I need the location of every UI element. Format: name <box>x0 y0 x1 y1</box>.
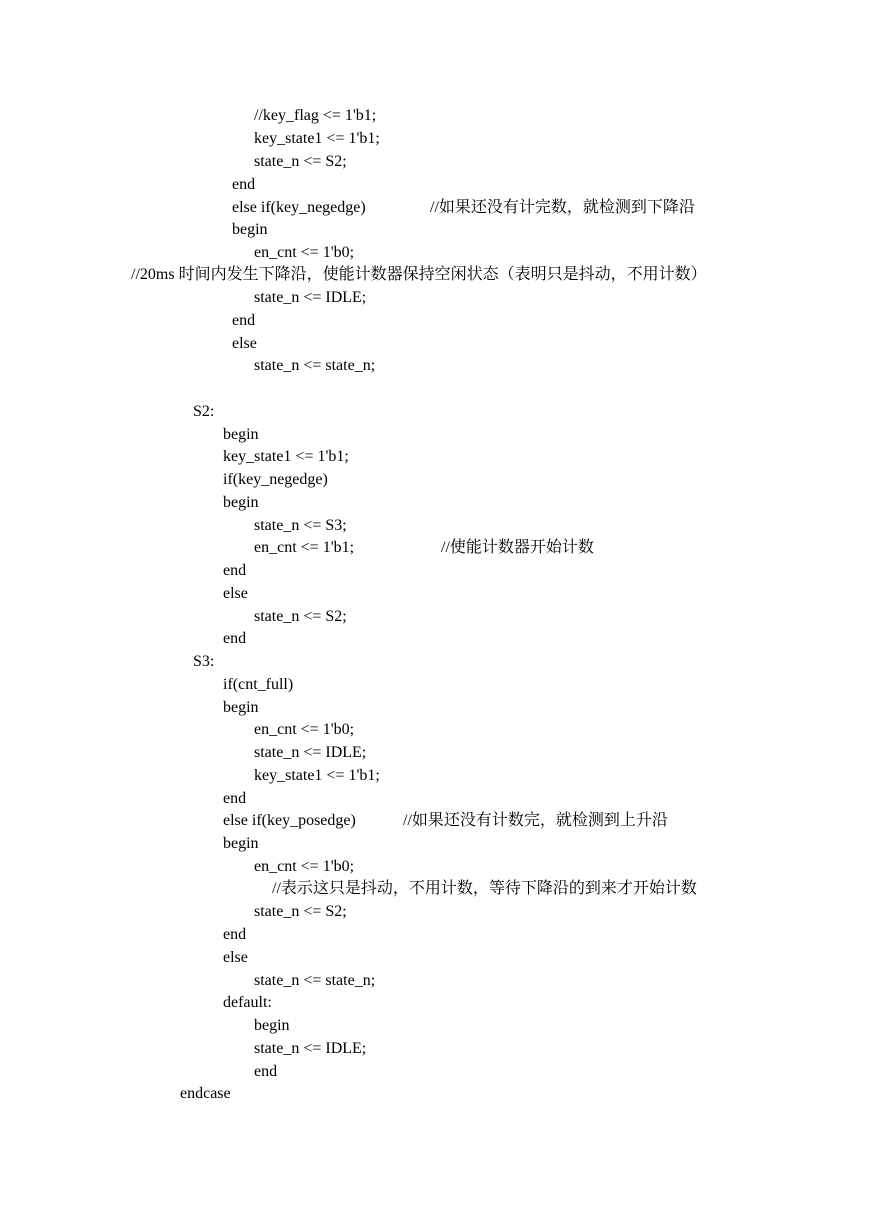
code-line: state_n <= IDLE; <box>254 1040 367 1057</box>
code-line: else if(key_negedge) <box>232 199 366 216</box>
code-line: end <box>223 562 247 579</box>
code-line: else if(key_posedge) <box>223 812 356 829</box>
code-line: end <box>223 790 247 807</box>
code-line: else <box>223 949 248 966</box>
code-line: state_n <= state_n; <box>254 357 376 374</box>
code-comment: //如果还没有计数完，就检测到上升沿 <box>403 812 668 829</box>
code-line: end <box>223 926 247 943</box>
code-line: begin <box>232 221 268 238</box>
code-line: end <box>232 312 256 329</box>
code-line: state_n <= S2; <box>254 903 347 920</box>
code-line: end <box>254 1063 278 1080</box>
code-line: en_cnt <= 1'b0; <box>254 721 355 738</box>
code-line: state_n <= S2; <box>254 608 347 625</box>
code-line: begin <box>254 1017 290 1034</box>
code-line: endcase <box>180 1085 231 1102</box>
code-line: state_n <= state_n; <box>254 972 376 989</box>
code-line: state_n <= S3; <box>254 517 347 534</box>
code-line: key_state1 <= 1'b1; <box>254 130 380 147</box>
code-comment: //使能计数器开始计数 <box>441 539 594 556</box>
code-line: en_cnt <= 1'b0; <box>254 244 355 261</box>
code-line: S3: <box>193 653 215 670</box>
code-line: if(cnt_full) <box>223 676 294 693</box>
code-comment: //表示这只是抖动，不用计数，等待下降沿的到来才开始计数 <box>272 880 697 897</box>
code-line: state_n <= IDLE; <box>254 289 367 306</box>
code-line: if(key_negedge) <box>223 471 328 488</box>
code-line: default: <box>223 994 272 1011</box>
code-line: en_cnt <= 1'b0; <box>254 858 355 875</box>
code-line: state_n <= IDLE; <box>254 744 367 761</box>
code-line: else <box>223 585 248 602</box>
code-line: begin <box>223 699 259 716</box>
code-line: en_cnt <= 1'b1; <box>254 539 355 556</box>
code-comment: //20ms 时间内发生下降沿，使能计数器保持空闲状态（表明只是抖动，不用计数） <box>131 266 707 283</box>
code-line: S2: <box>193 403 215 420</box>
code-line: key_state1 <= 1'b1; <box>223 448 349 465</box>
code-line: else <box>232 335 257 352</box>
code-line: end <box>232 176 256 193</box>
code-line: end <box>223 630 247 647</box>
code-line: begin <box>223 835 259 852</box>
code-line: state_n <= S2; <box>254 153 347 170</box>
code-line: begin <box>223 426 259 443</box>
code-line: //key_flag <= 1'b1; <box>254 107 377 124</box>
code-line: key_state1 <= 1'b1; <box>254 767 380 784</box>
code-comment: //如果还没有计完数，就检测到下降沿 <box>430 199 695 216</box>
code-line: begin <box>223 494 259 511</box>
